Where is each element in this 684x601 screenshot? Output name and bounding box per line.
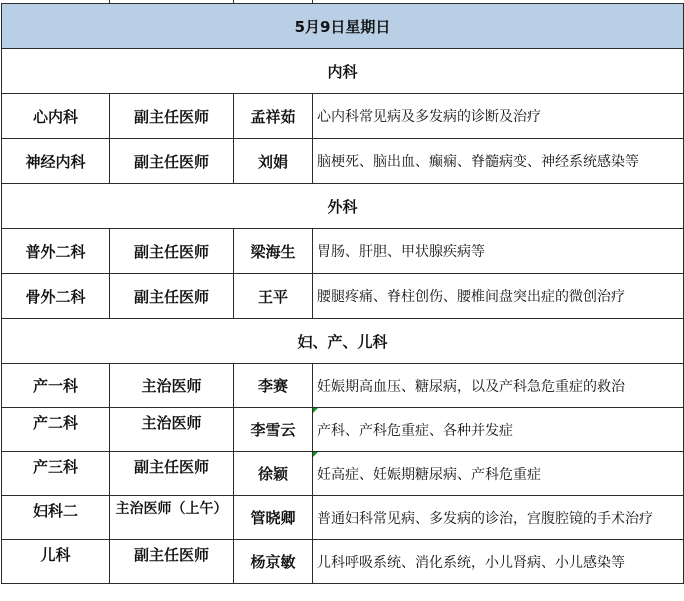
rank-cell: 主治医师	[110, 364, 234, 408]
dept-cell: 普外二科	[2, 229, 110, 274]
table-row	[2, 229, 684, 274]
section-header-internal: 内科	[2, 49, 684, 94]
dept-cell: 产三科	[2, 452, 110, 496]
doctor-cell: 梁海生	[234, 229, 313, 274]
doctor-cell: 刘娟	[234, 139, 313, 184]
rank-cell: 主治医师	[110, 408, 234, 452]
dept-cell: 骨外二科	[2, 274, 110, 319]
doctor-cell: 孟祥茹	[234, 94, 313, 139]
schedule-title: 5月9日星期日	[2, 4, 684, 49]
dept-cell: 神经内科	[2, 139, 110, 184]
rank-cell: 副主任医师	[110, 139, 234, 184]
top-gridline-stubs	[0, 0, 684, 2]
table-row	[2, 452, 684, 496]
doctor-cell: 管晓卿	[234, 496, 313, 540]
section-header-surgery: 外科	[2, 184, 684, 229]
table-row	[2, 540, 684, 584]
table-row	[2, 408, 684, 452]
rank-cell: 副主任医师	[110, 452, 234, 496]
dept-cell: 心内科	[2, 94, 110, 139]
rank-cell: 副主任医师	[110, 229, 234, 274]
dept-cell: 产二科	[2, 408, 110, 452]
specialty-cell: 心内科常见病及多发病的诊断及治疗	[313, 94, 684, 139]
specialty-cell: 产科、产科危重症、各种并发症	[313, 408, 684, 452]
rank-cell: 主治医师（上午）	[110, 496, 234, 540]
schedule-sheet	[0, 3, 684, 584]
doctor-cell: 徐颖	[234, 452, 313, 496]
doctor-cell: 李雪云	[234, 408, 313, 452]
table-row	[2, 274, 684, 319]
specialty-cell: 儿科呼吸系统、消化系统，小儿肾病、小儿感染等	[313, 540, 684, 584]
doctor-cell: 李赛	[234, 364, 313, 408]
table-row	[2, 364, 684, 408]
section-header-ob-gyn-peds: 妇、产、儿科	[2, 319, 684, 364]
dept-cell: 产一科	[2, 364, 110, 408]
dept-cell: 儿科	[2, 540, 110, 584]
rank-cell: 副主任医师	[110, 540, 234, 584]
specialty-cell: 普通妇科常见病、多发病的诊治，宫腹腔镜的手术治疗	[313, 496, 684, 540]
specialty-cell: 妊娠期高血压、糖尿病，以及产科急危重症的救治	[313, 364, 684, 408]
specialty-cell: 妊高症、妊娠期糖尿病、产科危重症	[313, 452, 684, 496]
dept-cell: 妇科二	[2, 496, 110, 540]
table-row	[2, 139, 684, 184]
table-row	[2, 496, 684, 540]
rank-cell: 副主任医师	[110, 94, 234, 139]
specialty-cell: 胃肠、肝胆、甲状腺疾病等	[313, 229, 684, 274]
doctor-cell: 杨京敏	[234, 540, 313, 584]
doctor-cell: 王平	[234, 274, 313, 319]
schedule-table	[1, 3, 684, 584]
specialty-cell: 腰腿疼痛、脊柱创伤、腰椎间盘突出症的微创治疗	[313, 274, 684, 319]
rank-cell: 副主任医师	[110, 274, 234, 319]
specialty-cell: 脑梗死、脑出血、癫痫、脊髓病变、神经系统感染等	[313, 139, 684, 184]
table-row	[2, 94, 684, 139]
